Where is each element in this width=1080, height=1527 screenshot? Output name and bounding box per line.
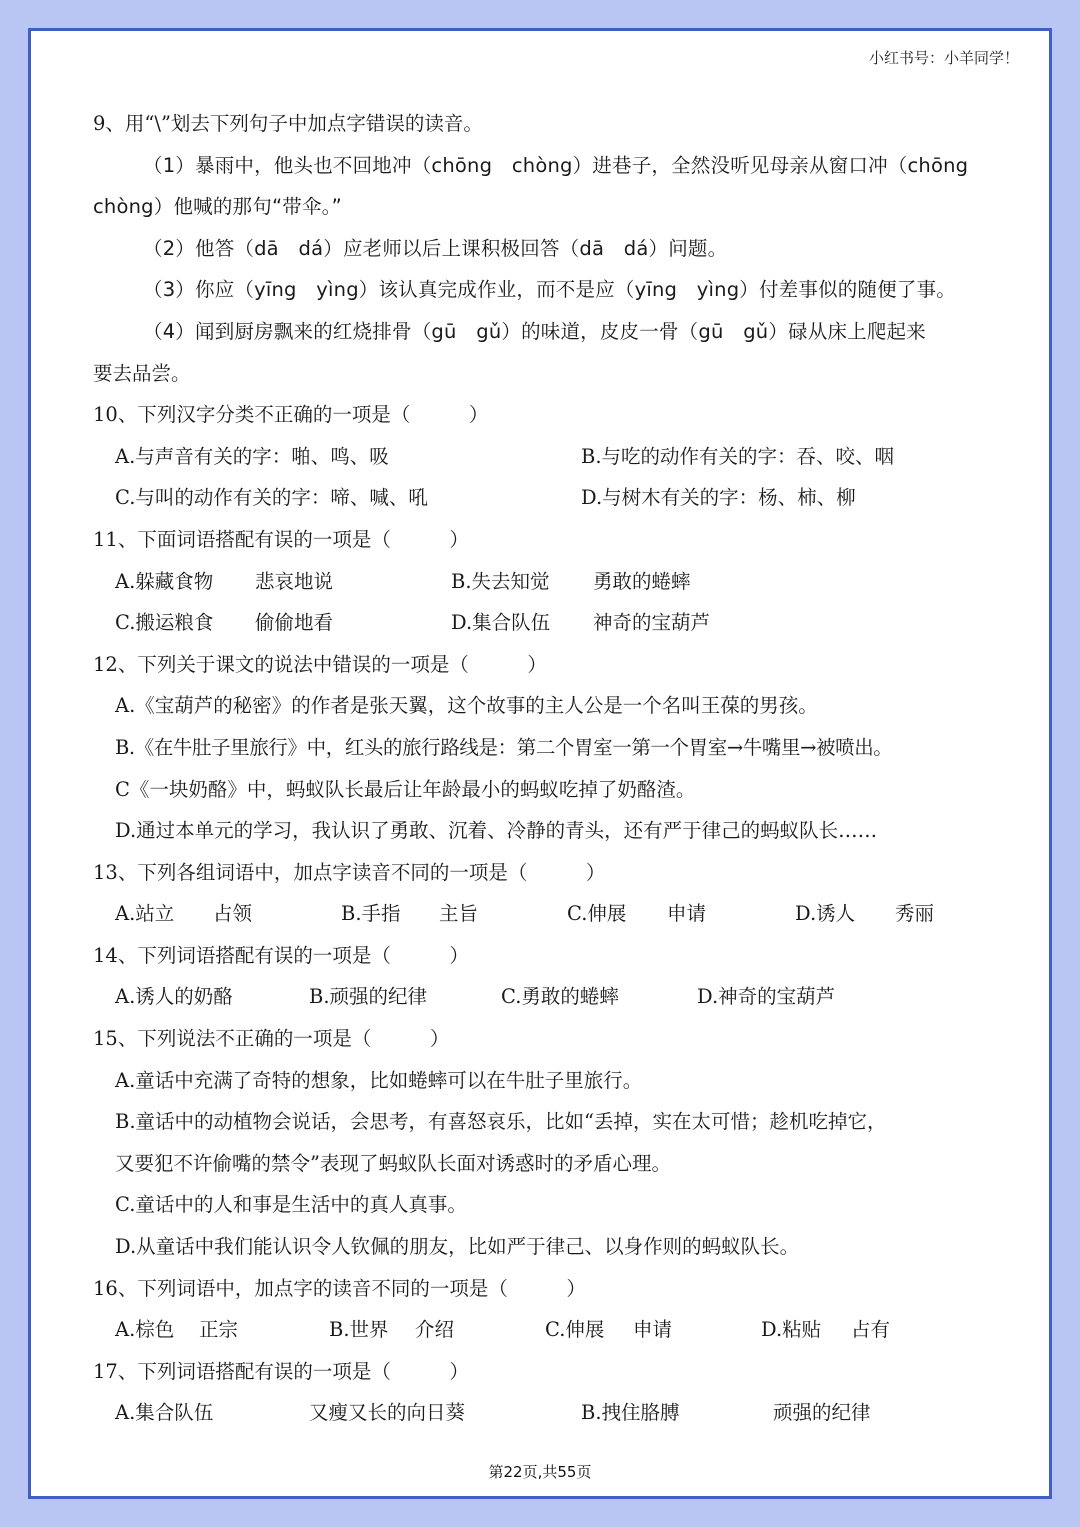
- question-16-stem: 16、下列词语中，加点字的读音不同的一项是（ ）: [93, 1276, 586, 1300]
- question-13-stem: 13、下列各组词语中，加点字读音不同的一项是（ ）: [93, 860, 606, 884]
- option-c: C.搬运粮食: [115, 611, 214, 635]
- option-b-word: 顽强的纪律: [773, 1401, 871, 1425]
- question-12-option-c: C《一块奶酪》中，蚂蚁队长最后让年龄最小的蚂蚁吃掉了奶酪渣。: [115, 777, 696, 801]
- option-b: B.世界: [329, 1318, 389, 1342]
- option-b: B.失去知觉: [451, 569, 550, 593]
- option-a: A.集合队伍: [115, 1401, 214, 1425]
- question-10-stem: 10、下列汉字分类不正确的一项是（ ）: [93, 403, 489, 427]
- option-b: B.与吃的动作有关的字：吞、咬、咽: [581, 444, 895, 468]
- question-11-row-1: [93, 561, 993, 603]
- worksheet-content: [93, 103, 993, 1434]
- question-17-options: [93, 1392, 993, 1434]
- question-9-item-3: （3）你应（yīng yìng）该认真完成作业，而不是应（yīng yìng）付差事似的随便了事。: [143, 278, 956, 302]
- option-c-word: 申请: [667, 902, 707, 926]
- option-a: A.棕色: [115, 1318, 175, 1342]
- option-c: C.与叫的动作有关的字：啼、喊、吼: [115, 486, 428, 510]
- question-15-option-b: B.童话中的动植物会说话，会思考，有喜怒哀乐，比如“丢掉，实在太可惜；趁机吃掉它，: [115, 1110, 887, 1134]
- question-10-row-2: [93, 477, 993, 519]
- option-b-word: 主旨: [439, 902, 479, 926]
- question-17-stem: 17、下列词语搭配有误的一项是（ ）: [93, 1359, 469, 1383]
- option-b: B.拽住胳膊: [581, 1401, 680, 1425]
- option-b: B.手指: [341, 902, 401, 926]
- question-14-stem: 14、下列词语搭配有误的一项是（ ）: [93, 943, 469, 967]
- question-9-item-1: （1）暴雨中，他头也不回地冲（chōng chòng）进巷子，全然没听见母亲从窗口冲（chōng: [143, 153, 969, 177]
- option-c: C.伸展: [567, 902, 627, 926]
- question-11-row-2: [93, 602, 993, 644]
- question-15-option-b-cont: 又要犯不许偷嘴的禁令”表现了蚂蚁队长面对诱惑时的矛盾心理。: [115, 1151, 671, 1175]
- option-a: A.与声音有关的字：啪、鸣、吸: [115, 444, 389, 468]
- option-b-word: 勇敢的蜷蟀: [593, 569, 691, 593]
- option-d: D.粘贴: [761, 1318, 822, 1342]
- option-c-word: 申请: [633, 1318, 673, 1342]
- question-13-options: [93, 893, 993, 935]
- page-number: 第22页,共55页: [488, 1463, 592, 1481]
- question-9-item-2: （2）他答（dā dá）应老师以后上课积极回答（dā dá）问题。: [143, 236, 728, 260]
- option-b: B.顽强的纪律: [309, 985, 428, 1009]
- option-d: D.神奇的宝葫芦: [697, 985, 836, 1009]
- watermark: 小红书号：小羊同学！: [868, 49, 1019, 67]
- question-15-stem: 15、下列说法不正确的一项是（ ）: [93, 1027, 450, 1051]
- question-9-item-4-cont: 要去品尝。: [93, 361, 191, 385]
- question-9-item-4: （4）闻到厨房飘来的红烧排骨（gū gǔ）的味道，皮皮一骨（gū gǔ）碌从床上爬起来: [143, 319, 926, 343]
- page-frame: [28, 28, 1052, 1499]
- option-d: D.诱人: [795, 902, 856, 926]
- option-a-word: 正宗: [199, 1318, 239, 1342]
- option-a: A.躲藏食物: [115, 569, 214, 593]
- question-12-option-b: B.《在牛肚子里旅行》中，红头的旅行路线是：第二个胃室一第一个胃室→牛嘴里→被喷出。: [115, 735, 893, 759]
- option-a-word: 占领: [213, 902, 253, 926]
- option-c: C.伸展: [545, 1318, 605, 1342]
- question-9-item-1-cont: chòng）他喊的那句“带伞。”: [93, 195, 342, 219]
- question-12-option-d: D.通过本单元的学习，我认识了勇敢、沉着、冷静的青头，还有严于律己的蚂蚁队长……: [115, 819, 878, 843]
- option-d-word: 秀丽: [895, 902, 935, 926]
- option-a: A.诱人的奶酪: [115, 985, 233, 1009]
- question-16-options: [93, 1309, 993, 1351]
- option-c: C.勇敢的蜷蟀: [501, 985, 619, 1009]
- question-9-stem: 9、用“\”划去下列句子中加点字错误的读音。: [93, 112, 483, 135]
- option-d-word: 神奇的宝葫芦: [593, 611, 711, 635]
- question-12-stem: 12、下列关于课文的说法中错误的一项是（ ）: [93, 652, 547, 676]
- option-a: A.站立: [115, 902, 175, 926]
- option-c-word: 偷偷地看: [255, 611, 334, 635]
- question-12-option-a: A.《宝葫芦的秘密》的作者是张天翼，这个故事的主人公是一个名叫王葆的男孩。: [115, 694, 818, 718]
- option-d: D.集合队伍: [451, 611, 551, 635]
- option-b-word: 介绍: [415, 1318, 455, 1342]
- option-d-word: 占有: [851, 1318, 891, 1342]
- option-d: D.与树木有关的字：杨、柿、柳: [581, 486, 856, 510]
- question-15-option-a: A.童话中充满了奇特的想象，比如蜷蟀可以在牛肚子里旅行。: [115, 1068, 643, 1092]
- option-a-word: 又瘦又长的向日葵: [309, 1401, 466, 1425]
- question-15-option-c: C.童话中的人和事是生活中的真人真事。: [115, 1193, 467, 1217]
- option-a-word: 悲哀地说: [255, 569, 334, 593]
- question-10-row-1: [93, 436, 993, 478]
- question-14-options: [93, 976, 993, 1018]
- question-15-option-d: D.从童话中我们能认识令人钦佩的朋友，比如严于律己、以身作则的蚂蚁队长。: [115, 1235, 800, 1259]
- question-11-stem: 11、下面词语搭配有误的一项是（ ）: [93, 527, 469, 551]
